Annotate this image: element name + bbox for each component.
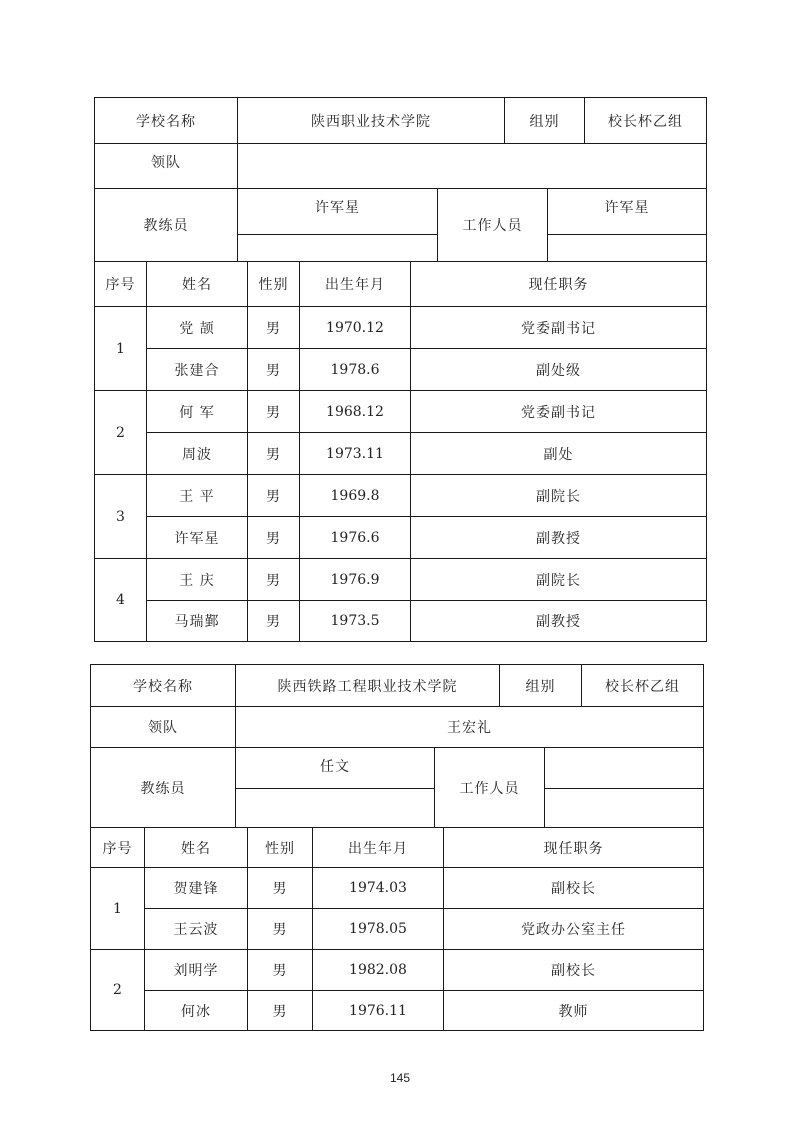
player-birth: 1978.05	[312, 908, 444, 950]
player-position: 副教授	[410, 600, 707, 642]
player-birth: 1976.6	[299, 516, 411, 559]
coach-label: 教练员	[90, 747, 236, 828]
player-gender: 男	[247, 867, 313, 909]
player-birth: 1982.08	[312, 949, 444, 991]
player-name: 王 庆	[146, 558, 248, 601]
staff-label: 工作人员	[437, 188, 548, 262]
player-gender: 男	[247, 348, 300, 391]
group-number: 2	[94, 390, 147, 475]
player-name: 王云波	[144, 908, 248, 950]
coach-value-1: 任文	[235, 747, 435, 789]
leader-label: 领队	[94, 143, 238, 189]
header-birth: 出生年月	[299, 261, 411, 307]
player-gender: 男	[247, 558, 300, 601]
player-birth: 1973.11	[299, 432, 411, 475]
player-name: 何 军	[146, 390, 248, 433]
group-label: 组别	[504, 97, 585, 144]
player-gender: 男	[247, 432, 300, 475]
group-value: 校长杯乙组	[581, 664, 704, 707]
header-gender: 性别	[247, 261, 300, 307]
player-name: 王 平	[146, 474, 248, 517]
player-name: 张建合	[146, 348, 248, 391]
staff-value-1: 许军星	[547, 188, 707, 235]
leader-value: 王宏礼	[235, 706, 704, 748]
player-birth: 1969.8	[299, 474, 411, 517]
player-name: 马瑞鄞	[146, 600, 248, 642]
player-position: 副校长	[443, 949, 704, 991]
player-name: 党 颉	[146, 306, 248, 349]
group-number: 2	[90, 949, 145, 1031]
school-name-label: 学校名称	[90, 664, 236, 707]
player-birth: 1970.12	[299, 306, 411, 349]
player-name: 贺建锋	[144, 867, 248, 909]
school-name-value: 陕西铁路工程职业技术学院	[235, 664, 500, 707]
coach-value-2	[235, 788, 435, 828]
header-gender: 性别	[247, 827, 313, 868]
coach-value-1: 许军星	[237, 188, 438, 235]
header-birth: 出生年月	[312, 827, 444, 868]
player-name: 周波	[146, 432, 248, 475]
player-position: 副处	[410, 432, 707, 475]
group-label: 组别	[499, 664, 582, 707]
player-position: 党政办公室主任	[443, 908, 704, 950]
coach-value-2	[237, 234, 438, 262]
player-birth: 1978.6	[299, 348, 411, 391]
player-position: 副院长	[410, 474, 707, 517]
staff-value-2	[544, 788, 704, 828]
player-gender: 男	[247, 474, 300, 517]
header-no: 序号	[90, 827, 145, 868]
player-name: 许军星	[146, 516, 248, 559]
player-gender: 男	[247, 516, 300, 559]
player-gender: 男	[247, 390, 300, 433]
school-name-value: 陕西职业技术学院	[237, 97, 505, 144]
group-number: 4	[94, 558, 147, 642]
leader-value	[237, 143, 707, 189]
group-number: 1	[90, 867, 145, 950]
player-position: 党委副书记	[410, 390, 707, 433]
staff-value-2	[547, 234, 707, 262]
player-position: 副校长	[443, 867, 704, 909]
header-name: 姓名	[146, 261, 248, 307]
header-position: 现任职务	[410, 261, 707, 307]
player-birth: 1968.12	[299, 390, 411, 433]
player-birth: 1973.5	[299, 600, 411, 642]
staff-label: 工作人员	[434, 747, 545, 828]
group-number: 1	[94, 306, 147, 391]
staff-value-1	[544, 747, 704, 789]
player-position: 副处级	[410, 348, 707, 391]
player-gender: 男	[247, 600, 300, 642]
player-name: 何冰	[144, 990, 248, 1031]
group-number: 3	[94, 474, 147, 559]
page-number: 145	[389, 1071, 411, 1085]
header-name: 姓名	[144, 827, 248, 868]
player-position: 教师	[443, 990, 704, 1031]
player-gender: 男	[247, 908, 313, 950]
player-gender: 男	[247, 306, 300, 349]
header-no: 序号	[94, 261, 147, 307]
player-gender: 男	[247, 949, 313, 991]
player-gender: 男	[247, 990, 313, 1031]
player-name: 刘明学	[144, 949, 248, 991]
header-position: 现任职务	[443, 827, 704, 868]
leader-label: 领队	[90, 706, 236, 748]
school-name-label: 学校名称	[94, 97, 238, 144]
coach-label: 教练员	[94, 188, 238, 262]
player-position: 副院长	[410, 558, 707, 601]
player-position: 党委副书记	[410, 306, 707, 349]
player-birth: 1976.9	[299, 558, 411, 601]
player-position: 副教授	[410, 516, 707, 559]
group-value: 校长杯乙组	[584, 97, 707, 144]
player-birth: 1974.03	[312, 867, 444, 909]
player-birth: 1976.11	[312, 990, 444, 1031]
